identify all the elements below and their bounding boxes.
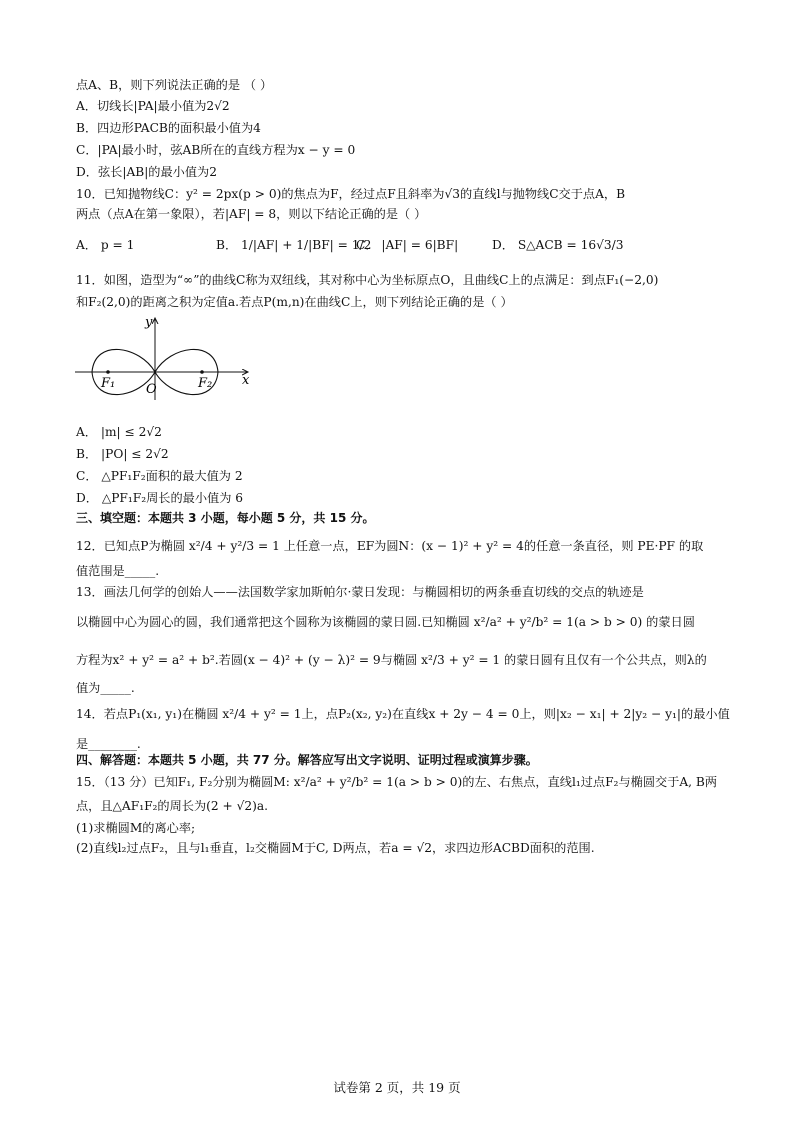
q10-option-c: C． |AF| = 6|BF|	[356, 238, 459, 252]
q11-stem-line1: 11．如图，造型为“∞”的曲线C称为双纽线，其对称中心为坐标原点O，且曲线C上的点满足：到点F₁(−2,0)	[76, 273, 659, 287]
q11-option-b: B． |PO| ≤ 2√2	[76, 447, 169, 461]
q15-line2: 点，且△AF₁F₂的周长为(2 + √2)a.	[76, 799, 269, 813]
q10-option-b: B． 1/|AF| + 1/|BF| = 1/2	[216, 238, 372, 252]
page-footer: 试卷第 2 页，共 19 页	[333, 1080, 461, 1095]
q9-option-d: D．弦长|AB|的最小值为2	[76, 165, 217, 179]
focus-f1-point	[106, 370, 110, 374]
q15-part1: (1)求椭圆M的离心率;	[76, 821, 196, 835]
q10-option-d: D． S△ACB = 16√3/3	[492, 238, 624, 252]
q14-line1: 14．若点P₁(x₁, y₁)在椭圆 x²/4 + y² = 1上，点P₂(x₂, y₂)在直线x + 2y − 4 = 0上，则|x₂ − x₁| + 2|y₂ − y₁|的最小值	[76, 707, 730, 721]
q13-line1: 13．画法几何学的创始人——法国数学家加斯帕尔·蒙日发现：与椭圆相切的两条垂直切线的交点的轨迹是	[76, 585, 644, 599]
q9-option-a: A．切线长|PA|最小值为2√2	[76, 99, 230, 113]
section-4-heading: 四、解答题：本题共 5 小题，共 77 分。解答应写出文字说明、证明过程或演算步骤。	[76, 753, 538, 767]
q9-option-c: C．|PA|最小时，弦AB所在的直线方程为x − y = 0	[76, 143, 356, 157]
q10-option-a: A． p = 1	[76, 238, 135, 252]
x-axis-label: x	[242, 373, 250, 388]
section-3-heading: 三、填空题：本题共 3 小题，每小题 5 分，共 15 分。	[76, 511, 375, 525]
q15-part2: (2)直线l₂过点F₂，且与l₁垂直，l₂交椭圆M于C, D两点，若a = √2，求四边形ACBD面积的范围.	[76, 841, 595, 855]
f1-label: F₁	[101, 376, 116, 391]
lemniscate-figure	[70, 312, 260, 404]
f2-label: F₂	[198, 376, 213, 391]
q11-stem-line2: 和F₂(2,0)的距离之积为定值a.若点P(m,n)在曲线C上，则下列结论正确的是（ ）	[76, 295, 513, 309]
q12-stem-line2: 值范围是_____.	[76, 564, 160, 578]
q10-stem-line1: 10．已知抛物线C：y² = 2px(p > 0)的焦点为F，经过点F且斜率为√3的直线l与抛物线C交于点A，B	[76, 187, 626, 201]
q14-line2: 是________.	[76, 737, 141, 751]
focus-f2-point	[200, 370, 204, 374]
q9-tail-text: 点A、B，则下列说法正确的是 （ ）	[76, 78, 273, 92]
q10-stem-line2: 两点（点A在第一象限），若|AF| = 8，则以下结论正确的是（ ）	[76, 207, 427, 221]
q11-option-a: A． |m| ≤ 2√2	[76, 425, 162, 439]
q11-option-c: C． △PF₁F₂面积的最大值为 2	[76, 469, 243, 483]
q13-line3: 方程为x² + y² = a² + b².若圆(x − 4)² + (y − λ)² = 9与椭圆 x²/3 + y² = 1 的蒙日圆有且仅有一个公共点，则λ的	[76, 653, 707, 667]
q13-line2: 以椭圆中心为圆心的圆，我们通常把这个圆称为该椭圆的蒙日圆.已知椭圆 x²/a² + y²/b² = 1(a > b > 0) 的蒙日圆	[76, 615, 695, 629]
q13-line4: 值为_____.	[76, 681, 135, 695]
q15-line1: 15．（13 分）已知F₁, F₂分别为椭圆M: x²/a² + y²/b² = 1(a > b > 0)的左、右焦点，直线l₁过点F₂与椭圆交于A, B两	[76, 775, 718, 789]
q9-option-b: B．四边形PACB的面积最小值为4	[76, 121, 261, 135]
origin-label: O	[146, 382, 157, 397]
q11-option-d: D． △PF₁F₂周长的最小值为 6	[76, 491, 244, 505]
y-axis-label: y	[145, 315, 153, 330]
q12-stem-line1: 12．已知点P为椭圆 x²/4 + y²/3 = 1 上任意一点，EF为圆N：(x − 1)² + y² = 4的任意一条直径，则 PE·PF 的取	[76, 539, 704, 553]
